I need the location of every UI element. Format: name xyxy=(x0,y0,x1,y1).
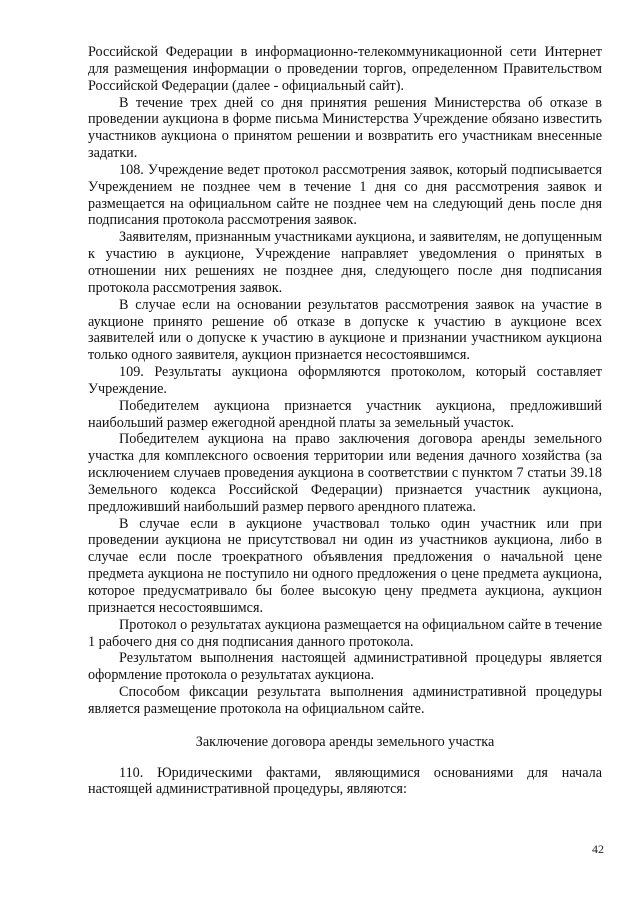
paragraph-official-site-definition: Российской Федерации в информационно-телекоммуникационной сети Интернет для размещения информации о проведении торгов, определенном Правительством Российской Федерации (далее - официальный сайт). xyxy=(88,44,602,94)
section-heading-lease-agreement: Заключение договора аренды земельного участка xyxy=(195,733,495,750)
paragraph-winner-annual-rent: Победителем аукциона признается участник аукциона, предложивший наибольший размер ежегодной арендной платы за земельный участок. xyxy=(88,397,602,431)
paragraph-applicant-notifications: Заявителям, признанным участниками аукциона, и заявителям, не допущенным к участию в аукционе, Учреждение направляет уведомления о принятых в отношении них решениях не позднее дня, следующего после дня подписания протокола рассмотрения заявок. xyxy=(88,229,602,296)
paragraph-winner-complex-development: Победителем аукциона на право заключения договора аренды земельного участка для комплексного освоения территории или ведения дачного хозяйства (за исключением случаев проведения аукциона в соответствии с пунктом 7 статьи 39.18 Земельного кодекса Российской Федерации) признается участник аукциона, предложивший наибольший размер первого арендного платежа. xyxy=(88,431,602,515)
paragraph-108-protocol: 108. Учреждение ведет протокол рассмотрения заявок, который подписывается Учреждением не позднее чем в течение 1 дня со дня рассмотрения заявок и размещается на официальном сайте не позднее чем на следующий день после дня подписания протокола рассмотрения заявок. xyxy=(88,161,602,229)
paragraph-110-legal-facts: 110. Юридическими фактами, являющимися основаниями для начала настоящей административной процедуры, являются: xyxy=(88,764,602,798)
document-body xyxy=(88,44,602,798)
paragraph-auction-failed-participants: В случае если в аукционе участвовал только один участник или при проведении аукциона не присутствовал ни один из участников аукциона, либо в случае если после троекратного объявления предложения о начальной цене предмета аукциона не поступило ни одного предложения о цене предмета аукциона, которое предусматривало бы более высокую цену предмета аукциона, аукцион признается несостоявшимся. xyxy=(88,515,602,616)
paragraph-auction-failed-admission: В случае если на основании результатов рассмотрения заявок на участие в аукционе принято решение об отказе в допуске к участию в аукционе всех заявителей или о допуске к участию в аукционе и признании участником аукциона только одного заявителя, аукцион признается несостоявшимся. xyxy=(88,296,602,364)
paragraph-refusal-notice: В течение трех дней со дня принятия решения Министерства об отказе в проведении аукциона в форме письма Министерства Учреждение обязано известить участников аукциона о принятом решении и возвратить его участникам внесенные задатки. xyxy=(88,94,602,162)
page-number: 42 xyxy=(592,842,604,856)
paragraph-results-publication: Протокол о результатах аукциона размещается на официальном сайте в течение 1 рабочего дня со дня подписания данного протокола. xyxy=(88,616,602,650)
paragraph-109-results-protocol: 109. Результаты аукциона оформляются протоколом, который составляет Учреждение. xyxy=(88,364,602,397)
paragraph-result-fixation: Способом фиксации результата выполнения административной процедуры является размещение протокола на официальном сайте. xyxy=(88,684,602,717)
paragraph-procedure-result: Результатом выполнения настоящей административной процедуры является оформление протокола о результатах аукциона. xyxy=(88,650,602,684)
